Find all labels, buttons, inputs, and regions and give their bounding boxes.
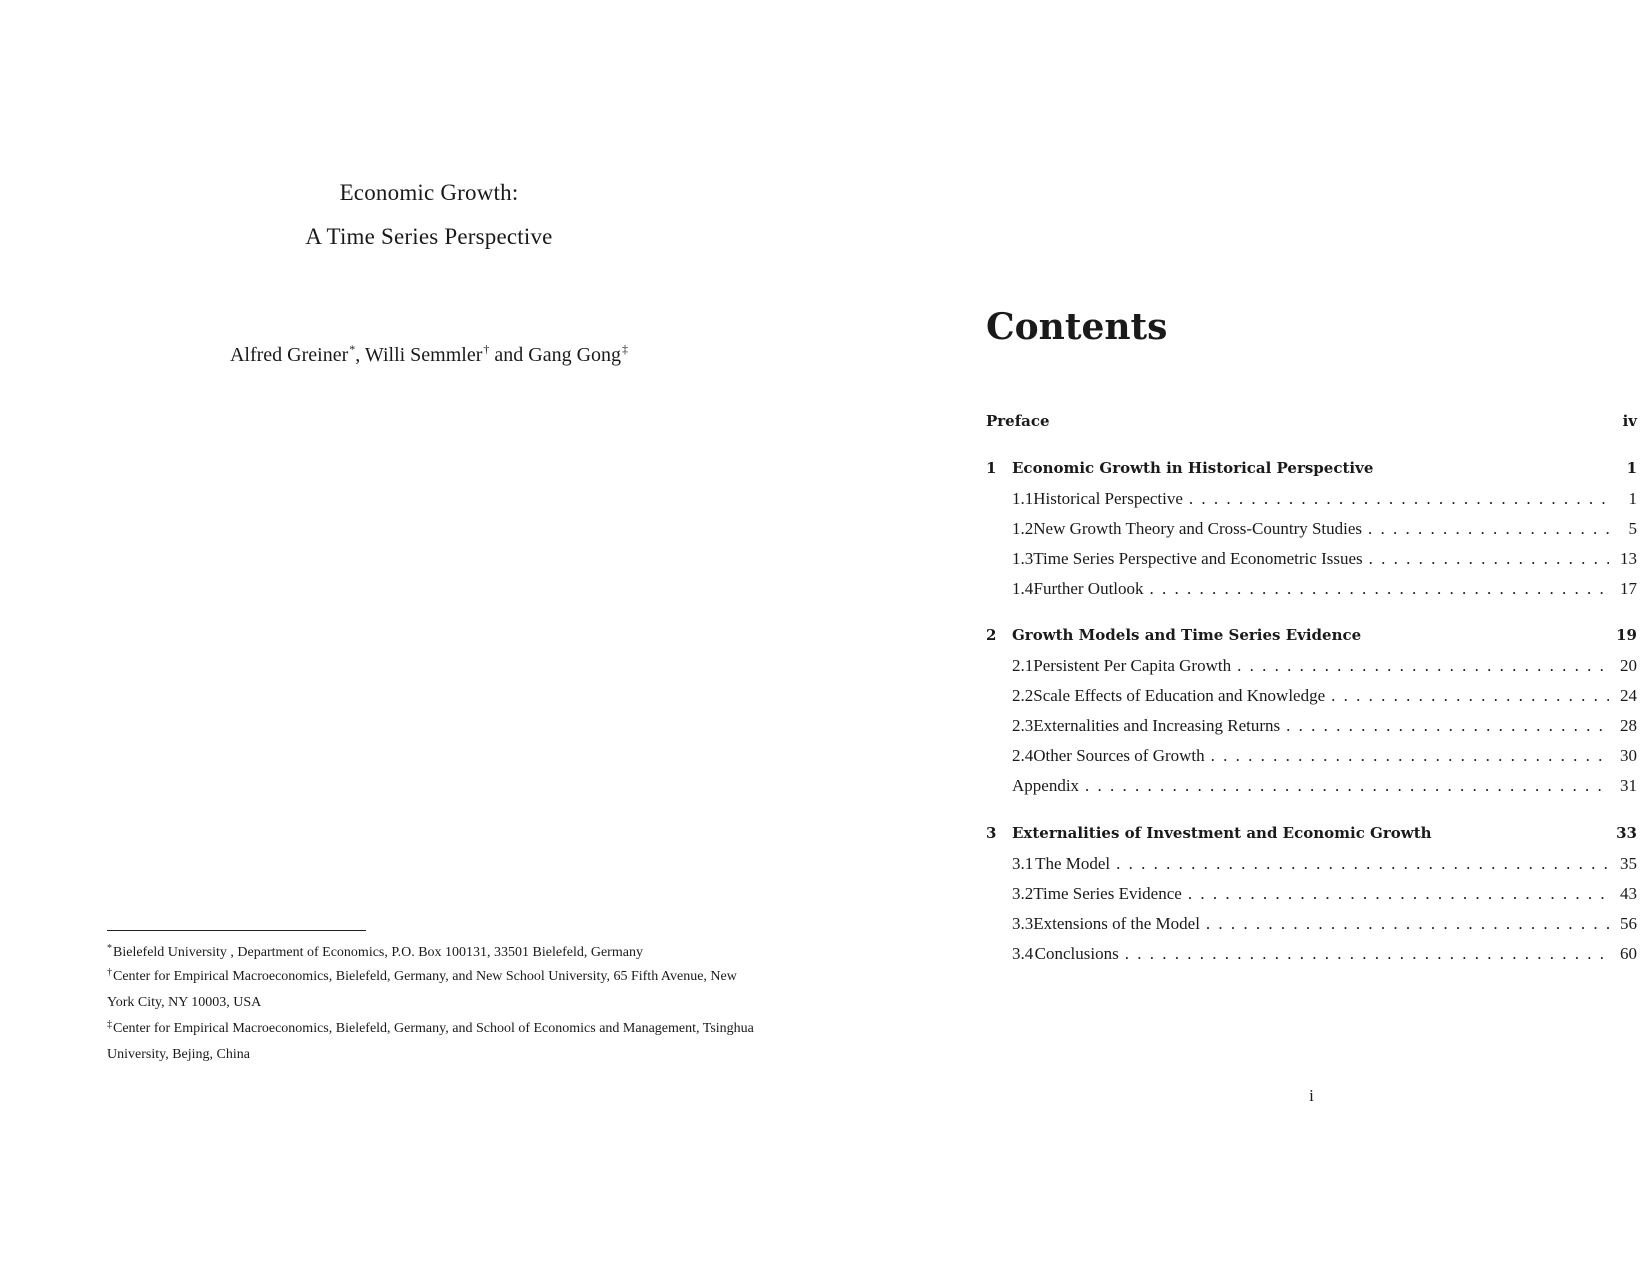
toc-entry-page: 30	[1620, 746, 1637, 765]
toc-dot-leader	[1286, 716, 1609, 736]
toc-entry-title: Conclusions	[1034, 944, 1119, 963]
toc-entry-title: New Growth Theory and Cross-Country Studies	[1033, 519, 1363, 538]
toc-entry-page: 1	[1628, 489, 1637, 508]
toc-entry-title: Appendix	[1012, 776, 1080, 795]
toc-entry-page: 43	[1620, 884, 1637, 903]
toc-entry-title: Growth Models and Time Series Evidence	[1012, 626, 1362, 644]
toc-entry-number: 3	[986, 824, 997, 842]
footnote-text: Bielefeld University , Department of Economics, P.O. Box 100131, 33501 Bielefeld, Germany	[113, 945, 643, 960]
toc-entry-number: 2.3	[1012, 716, 1034, 735]
toc-entry-number: 2.2	[1012, 686, 1034, 705]
toc-entry-number: 2.4	[1012, 746, 1034, 765]
toc-entry-number: 1.3	[1012, 549, 1034, 568]
footnote-mark: ‡	[107, 1019, 112, 1030]
footnote-text: Center for Empirical Macroeconomics, Bielefeld, Germany, and New School University, 65 Fifth Avenue, New York City, NY 10003, USA	[107, 969, 737, 1010]
toc-entry-appendix	[986, 776, 1637, 800]
toc-entry-section	[986, 656, 1637, 680]
toc-dot-leader	[1237, 656, 1609, 676]
page-number: i	[1309, 1086, 1314, 1105]
toc-dot-leader	[1116, 854, 1609, 874]
toc-entry-section	[986, 489, 1637, 513]
contents-heading: Contents	[986, 306, 1168, 348]
footnote-text: Center for Empirical Macroeconomics, Bielefeld, Germany, and School of Economics and Management, Tsinghua University, Bejing, China	[107, 1021, 754, 1062]
toc-entry-page: 60	[1620, 944, 1637, 963]
toc-entry-title: Further Outlook	[1033, 579, 1144, 598]
toc-entry-title: Time Series Perspective and Econometric Issues	[1033, 549, 1363, 568]
toc-entry-page: 19	[1616, 626, 1637, 644]
toc-dot-leader	[1369, 549, 1609, 569]
toc-dot-leader	[1206, 914, 1609, 934]
toc-entry-page: 13	[1620, 549, 1637, 568]
toc-entry-section	[986, 884, 1637, 908]
footnote	[107, 1012, 757, 1068]
toc-entry-page: 33	[1616, 824, 1637, 842]
toc-entry-chapter	[986, 459, 1637, 483]
toc-entry-title: Externalities of Investment and Economic Growth	[1012, 824, 1432, 842]
toc-entry-page: 28	[1620, 716, 1637, 735]
toc-entry-number: 2	[986, 626, 997, 644]
footnote-mark: †	[107, 967, 112, 978]
toc-dot-leader	[1368, 519, 1609, 539]
toc-entry-number: 1	[986, 459, 997, 477]
toc-entry-chapter	[986, 626, 1637, 650]
toc-entry-title: Externalities and Increasing Returns	[1033, 716, 1281, 735]
toc-entry-section	[986, 914, 1637, 938]
toc-entry-number: 3.4	[1012, 944, 1034, 963]
toc-entry-number: 1.2	[1012, 519, 1034, 538]
toc-entry-title: Scale Effects of Education and Knowledge	[1033, 686, 1326, 705]
author-name: Willi Semmler	[364, 344, 483, 366]
toc-entry-number: 2.1	[1012, 656, 1034, 675]
contents-page	[830, 0, 1651, 1275]
footnote	[107, 960, 757, 1016]
toc-entry-page: 1	[1626, 459, 1637, 477]
footnote-mark: *	[107, 943, 112, 954]
toc-dot-leader	[1188, 884, 1609, 904]
toc-entry-section	[986, 579, 1637, 603]
toc-dot-leader	[1189, 489, 1609, 509]
toc-dot-leader	[1125, 944, 1609, 964]
toc-entry-preface	[986, 412, 1637, 436]
toc-entry-page: 17	[1620, 579, 1637, 598]
author-footnote-mark: ‡	[622, 342, 629, 356]
toc-entry-number: 3.3	[1012, 914, 1034, 933]
author-name: Alfred Greiner	[229, 344, 349, 366]
author-footnote-mark: *	[349, 342, 356, 356]
toc-entry-title: Time Series Evidence	[1033, 884, 1182, 903]
footnote-rule	[107, 930, 366, 931]
toc-dot-leader	[1331, 686, 1609, 706]
toc-entry-chapter	[986, 824, 1637, 848]
toc-entry-page: 5	[1628, 519, 1637, 538]
toc-entry-page: iv	[1622, 412, 1637, 430]
author-footnote-mark: †	[483, 342, 490, 356]
toc-entry-number: 1.4	[1012, 579, 1034, 598]
toc-entry-page: 20	[1620, 656, 1637, 675]
toc-entry-title: Historical Perspective	[1033, 489, 1183, 508]
toc-entry-section	[986, 519, 1637, 543]
toc-dot-leader	[1085, 776, 1609, 796]
toc-entry-title: Other Sources of Growth	[1033, 746, 1205, 765]
toc-entry-section	[986, 854, 1637, 878]
toc-entry-title: Economic Growth in Historical Perspective	[1012, 459, 1374, 477]
toc-entry-title: Persistent Per Capita Growth	[1033, 656, 1232, 675]
author-name: Gang Gong	[528, 344, 622, 366]
author-separator: ,	[355, 344, 365, 366]
toc-entry-section	[986, 686, 1637, 710]
toc-entry-section	[986, 746, 1637, 770]
toc-entry-number: 1.1	[1012, 489, 1034, 508]
toc-dot-leader	[1211, 746, 1609, 766]
book-title-line-1: Economic Growth:	[339, 180, 519, 205]
toc-entry-title: Preface	[986, 412, 1050, 430]
toc-entry-page: 24	[1620, 686, 1637, 705]
author-list	[0, 342, 858, 367]
toc-entry-page: 35	[1620, 854, 1637, 873]
toc-entry-title: The Model	[1035, 854, 1111, 873]
toc-entry-number: 3.2	[1012, 884, 1034, 903]
toc-entry-page: 56	[1620, 914, 1637, 933]
toc-entry-section	[986, 944, 1637, 968]
toc-entry-title: Extensions of the Model	[1033, 914, 1200, 933]
toc-entry-section	[986, 549, 1637, 573]
author-separator: and	[489, 344, 529, 366]
toc-entry-section	[986, 716, 1637, 740]
toc-entry-page: 31	[1620, 776, 1637, 795]
book-title-line-2: A Time Series Perspective	[305, 224, 553, 249]
toc-entry-number: 3.1	[1012, 854, 1034, 873]
toc-dot-leader	[1150, 579, 1609, 599]
